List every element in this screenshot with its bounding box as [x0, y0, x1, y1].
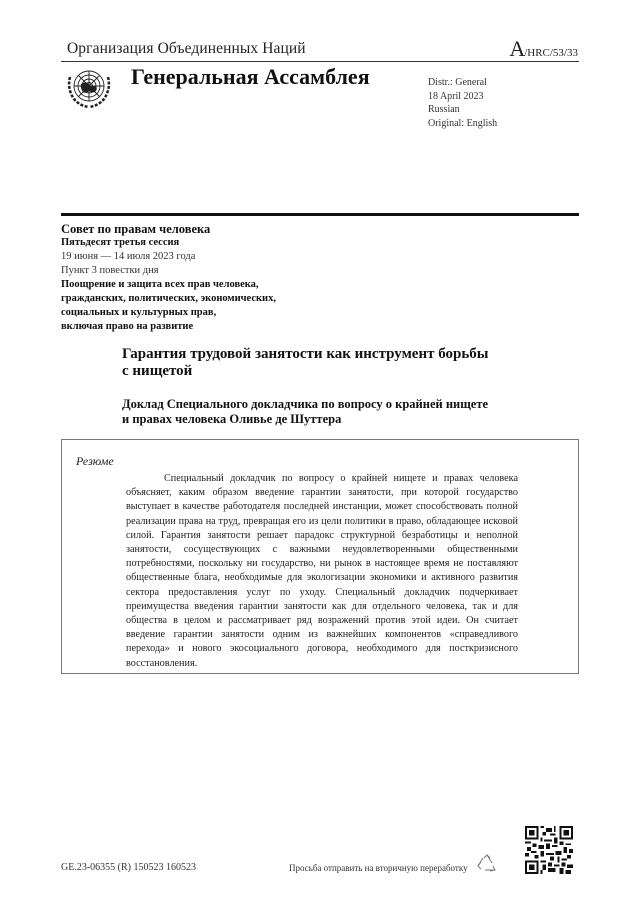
title-line: с нищетой — [122, 363, 193, 379]
title-line: Гарантия трудовой занятости как инструмент борьбы — [122, 346, 489, 362]
subtitle-line: Доклад Специального докладчика по вопросу о крайней нищете — [122, 397, 489, 411]
language-line: Russian — [428, 104, 460, 115]
symbol-suffix: /HRC/53/33 — [524, 47, 578, 59]
distr-line: Distr.: General — [428, 77, 487, 88]
agenda-title-line: включая право на развитие — [61, 321, 194, 332]
document-title — [122, 346, 542, 380]
summary-paragraph: Специальный докладчик по вопросу о крайней нищете и правах человека объясняет, каким образом введение гарантии занятости, при которой государство выступает в качестве работодателя последней инстанции, может способствовать полной реализации права на труд, превращая его из цели политики в право, обладающее исковой силой. Гарантия занятости решает парадокс структурной безработицы и неполной занятости, сосуществующих с важными неудовлетворенными общественными потребностями, поскольку ни государство, ни рынок в настоящее время не поставляют общественные блага, необходимые для экологизации экономики и активного развития сектора предоставления услуг по уходу. Специальный докладчик подчеркивает преимущества введения гарантии занятости как для отдельного человека, так и для общества в целом и рассматривает ряд возражений против этой идеи. Он считает введение гарантии занятости одним из важнейших компонентов «справедливого перехода» и нового экосоциального договора, необходимого для посткризисного восстановления. — [126, 473, 518, 669]
agenda-item: Пункт 3 повестки дня — [61, 265, 159, 276]
date-line: 18 April 2023 — [428, 90, 484, 102]
un-emblem-icon — [64, 63, 114, 113]
header-rule — [61, 61, 579, 62]
document-subtitle — [122, 397, 542, 427]
distribution-info — [428, 76, 497, 130]
subtitle-line: и правах человека Оливье де Шуттера — [122, 412, 342, 426]
agenda-title-line: гражданских, политических, экономических, — [61, 293, 276, 304]
organization-name: Организация Объединенных Наций — [67, 40, 306, 57]
document-symbol — [509, 36, 578, 62]
council-name: Совет по правам человека — [61, 222, 211, 236]
session-dates: 19 июня — 14 июля 2023 года — [61, 251, 196, 262]
agenda-title-line: Поощрение и защита всех прав человека, — [61, 279, 259, 290]
section-rule — [61, 213, 579, 216]
assembly-title: Генеральная Ассамблея — [131, 64, 370, 89]
recycle-icon — [476, 853, 498, 875]
symbol-prefix: A — [509, 36, 525, 61]
qr-code-icon — [525, 826, 573, 874]
recycle-notice: Просьба отправить на вторичную переработку — [289, 863, 468, 873]
job-code: GE.23-06355 (R) 150523 160523 — [61, 862, 196, 873]
summary-heading: Резюме — [76, 454, 114, 468]
session-block — [61, 222, 276, 334]
session-name: Пятьдесят третья сессия — [61, 237, 180, 248]
agenda-title-line: социальных и культурных прав, — [61, 307, 217, 318]
original-line: Original: English — [428, 117, 498, 129]
summary-text — [126, 472, 518, 671]
